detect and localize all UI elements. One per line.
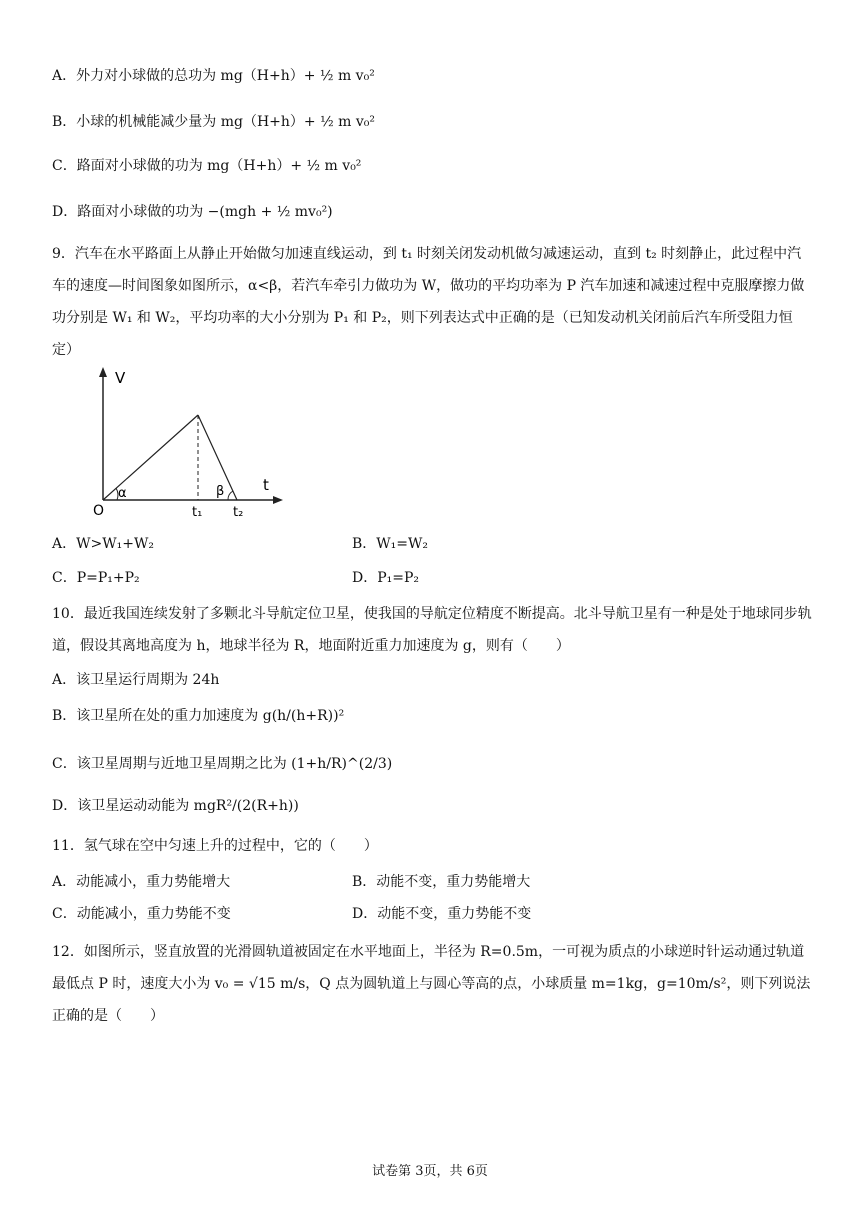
v-label: V <box>115 369 126 387</box>
t-axis-arrow <box>273 496 283 504</box>
q10-option-b: B．该卫星所在处的重力加速度为 g(h/(h+R))² <box>52 708 345 724</box>
velocity-time-graph <box>85 365 285 520</box>
page-footer: 试卷第 3页，共 6页 <box>372 1164 488 1179</box>
alpha-label: α <box>118 486 127 501</box>
q10-stem: 10．最近我国连续发射了多颗北斗导航定位卫星，使我国的导航定位精度不断提高。北斗导航卫星有一种是处于地球同步轨道，假设其离地高度为 h，地球半径为 R，地面附近重力加速度为 g，则有（ ） <box>52 606 812 654</box>
q11-option-c: C．动能减小，重力势能不变 <box>52 906 231 922</box>
q12-stem: 12．如图所示，竖直放置的光滑圆轨道被固定在水平地面上，半径为 R=0.5m，一可视为质点的小球逆时针运动通过轨道最低点 P 时，速度大小为 v₀ = √15 m/s，Q 点为圆轨道上与圆心等高的点，小球质量 m=1kg，g=10m/s²，则下列说法正确的是（ ） <box>52 944 811 1024</box>
q8-option-c: C．路面对小球做的功为 mg（H+h）+ ½ m v₀² <box>52 158 362 174</box>
q8-option-d: D．路面对小球做的功为 −(mgh + ½ mv₀²) <box>52 204 333 220</box>
origin-label: O <box>93 503 105 519</box>
q9-option-d: D．P₁=P₂ <box>352 570 420 586</box>
q10-option-d: D．该卫星运动动能为 mgR²/(2(R+h)) <box>52 798 299 814</box>
q11-option-a: A．动能减小，重力势能增大 <box>52 874 231 890</box>
q10-option-a: A．该卫星运行周期为 24h <box>52 672 220 688</box>
v-axis-arrow <box>99 367 107 377</box>
t1-label: t₁ <box>192 505 203 520</box>
q8-option-b: B．小球的机械能减少量为 mg（H+h）+ ½ m v₀² <box>52 114 375 130</box>
q11-option-d: D．动能不变，重力势能不变 <box>352 906 532 922</box>
q9-option-a: A．W>W₁+W₂ <box>52 536 154 552</box>
beta-label: β <box>216 484 225 499</box>
q9-stem: 9．汽车在水平路面上从静止开始做匀加速直线运动，到 t₁ 时刻关闭发动机做匀减速运动，直到 t₂ 时刻静止，此过程中汽车的速度—时间图象如图所示，α<β，若汽车牵引力做功为 W，做功的平均功率为 P 汽车加速和减速过程中克服摩擦力做功分别是 W₁ 和 W₂，平均功率的大小分别为 P₁ 和 P₂，则下列表达式中正确的是（已知发动机关闭前后汽车所受阻力恒定） <box>52 246 805 358</box>
beta-arc <box>228 491 233 500</box>
q11-option-b: B．动能不变，重力势能增大 <box>352 874 531 890</box>
q11-stem: 11．氢气球在空中匀速上升的过程中，它的（ ） <box>52 838 378 854</box>
t-label: t <box>263 476 269 494</box>
q10-option-c: C．该卫星周期与近地卫星周期之比为 (1+h/R)^(2/3) <box>52 756 393 772</box>
q8-option-a: A．外力对小球做的总功为 mg（H+h）+ ½ m v₀² <box>52 68 375 84</box>
q9-option-b: B．W₁=W₂ <box>352 536 429 552</box>
q9-option-c: C．P=P₁+P₂ <box>52 570 140 586</box>
t2-label: t₂ <box>233 505 244 520</box>
